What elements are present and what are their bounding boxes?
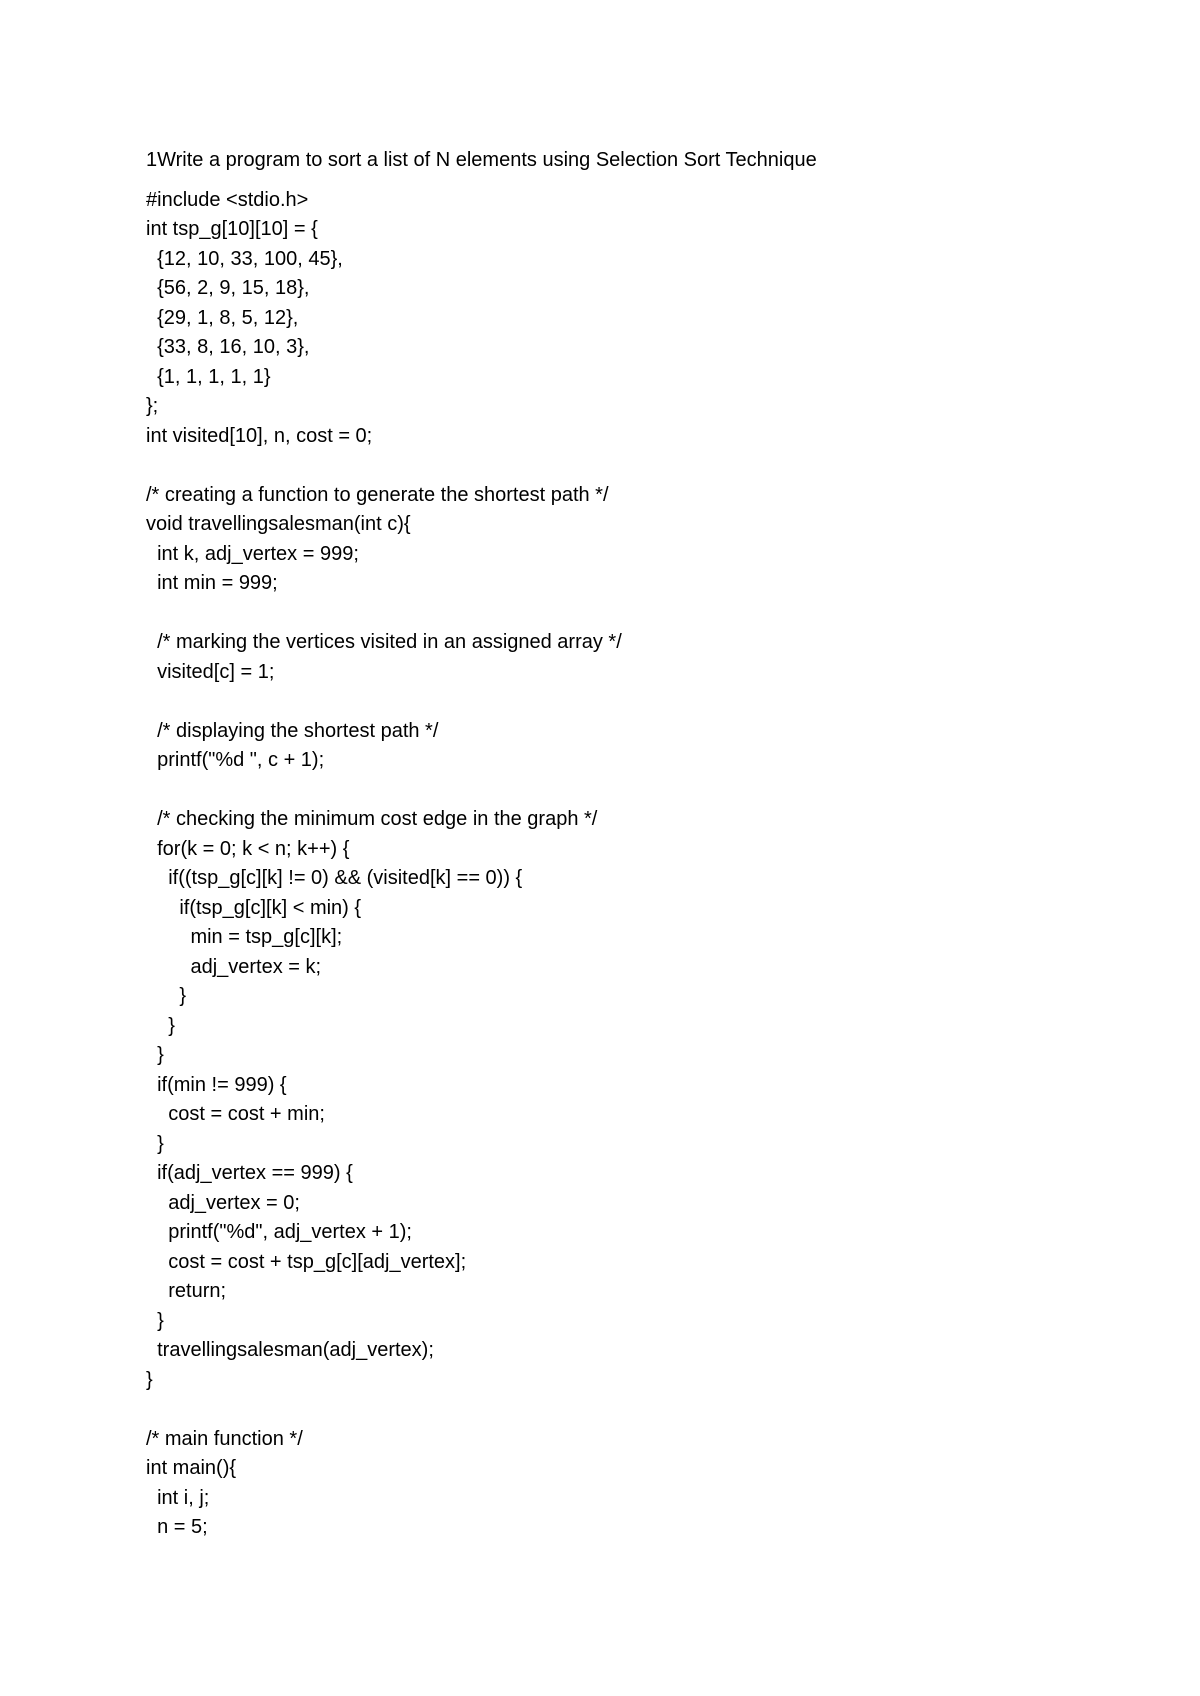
code-line [146, 451, 1146, 481]
code-line: int k, adj_vertex = 999; [146, 542, 359, 565]
code-line: int visited[10], n, cost = 0; [146, 424, 373, 447]
code-line: /* checking the minimum cost edge in the graph */ [146, 808, 598, 830]
code-line: } [146, 1368, 153, 1391]
code-line: } [146, 1044, 164, 1066]
code-line: void travellingsalesman(int c){ [146, 513, 411, 535]
code-line: {29, 1, 8, 5, 12}, [146, 306, 299, 329]
code-line: {56, 2, 9, 15, 18}, [146, 277, 310, 299]
code-line: /* marking the vertices visited in an assigned array */ [146, 631, 622, 653]
code-line: adj_vertex = 0; [146, 1191, 300, 1214]
code-line: #include <stdio.h> [146, 188, 309, 211]
code-line: }; [146, 395, 159, 417]
code-line: } [146, 1014, 175, 1037]
code-line: adj_vertex = k; [146, 955, 322, 978]
code-line: {33, 8, 16, 10, 3}, [146, 336, 310, 358]
code-line [146, 1395, 1146, 1425]
code-line: } [146, 985, 187, 1007]
code-line: {12, 10, 33, 100, 45}, [146, 247, 343, 270]
code-line: printf("%d", adj_vertex + 1); [146, 1221, 412, 1243]
code-line: int tsp_g[10][10] = { [146, 218, 318, 240]
code-line: if(adj_vertex == 999) { [146, 1162, 353, 1184]
code-line: int main(){ [146, 1457, 237, 1479]
code-line: {1, 1, 1, 1, 1} [146, 365, 271, 388]
code-line [146, 776, 1146, 806]
code-line: cost = cost + min; [146, 1103, 325, 1125]
code-line: return; [146, 1280, 227, 1302]
code-line: /* main function */ [146, 1427, 303, 1450]
code-line [146, 687, 1146, 717]
code-line: if((tsp_g[c][k] != 0) && (visited[k] == 0)) { [146, 867, 523, 889]
code-line: printf("%d ", c + 1); [146, 749, 325, 771]
code-line: cost = cost + tsp_g[c][adj_vertex]; [146, 1250, 467, 1273]
code-line: if(tsp_g[c][k] < min) { [146, 896, 362, 919]
code-line: n = 5; [146, 1516, 208, 1538]
code-line [146, 599, 1146, 629]
document-heading: 1Write a program to sort a list of N elements using Selection Sort Technique [146, 149, 817, 171]
code-line: int min = 999; [146, 572, 278, 594]
code-line: int i, j; [146, 1486, 210, 1509]
code-line: visited[c] = 1; [146, 660, 275, 683]
code-line: for(k = 0; k < n; k++) { [146, 837, 350, 860]
code-line: min = tsp_g[c][k]; [146, 926, 343, 948]
code-line: travellingsalesman(adj_vertex); [146, 1339, 434, 1361]
code-line: } [146, 1309, 164, 1332]
code-line: if(min != 999) { [146, 1073, 287, 1096]
code-line: } [146, 1132, 164, 1155]
code-block [146, 186, 1146, 1543]
code-line: /* creating a function to generate the shortest path */ [146, 483, 609, 506]
code-line: /* displaying the shortest path */ [146, 719, 439, 742]
document-content [146, 146, 1146, 1543]
